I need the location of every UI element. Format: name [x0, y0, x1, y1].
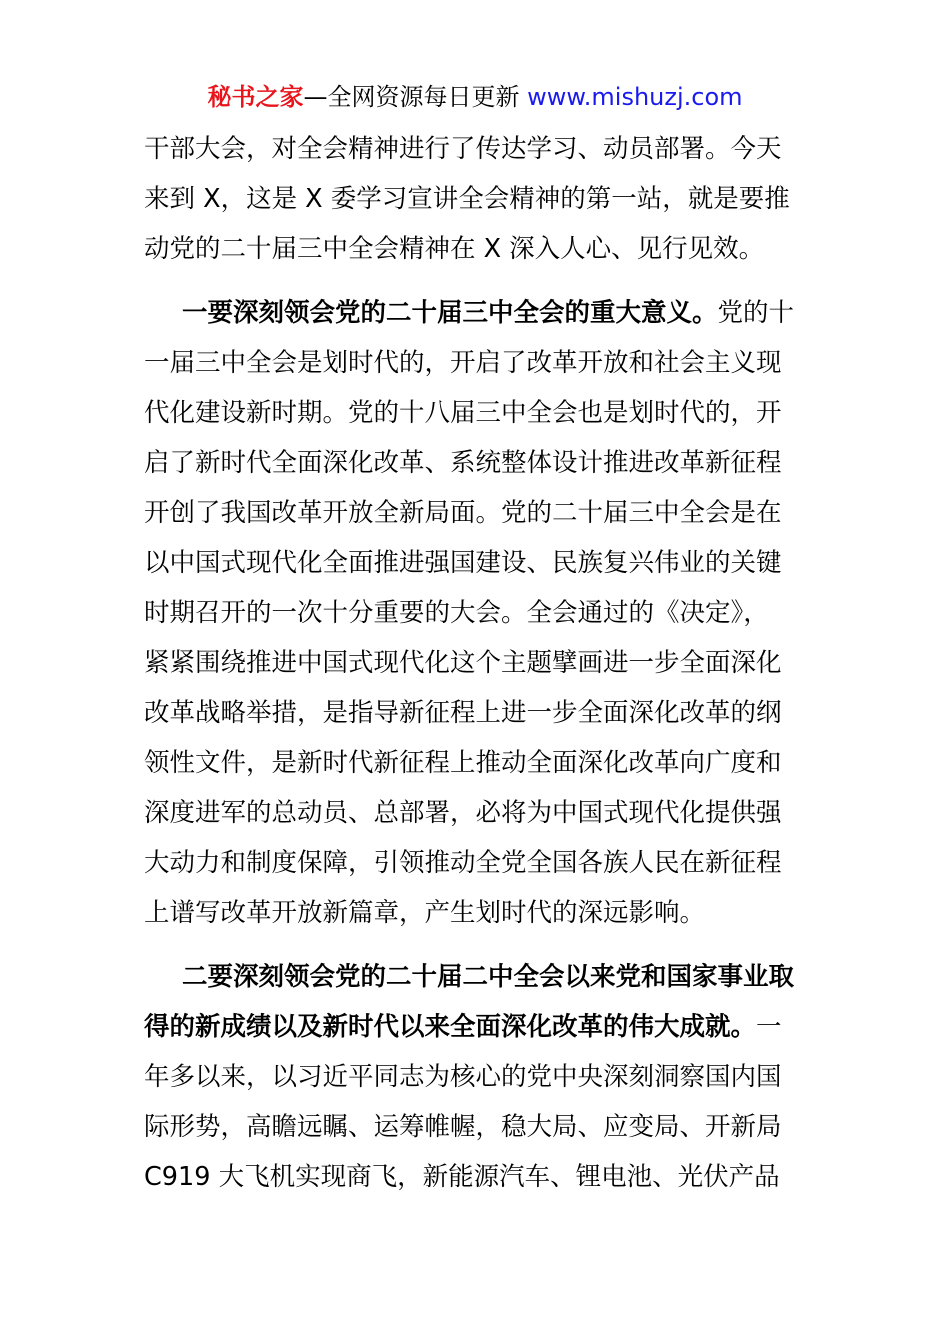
text-line: 际形势，高瞻远瞩、运筹帷幄，稳大局、应变局、开新局	[144, 1112, 782, 1142]
text-line: 来到 X，这是 X 委学习宣讲全会精神的第一站，就是要推	[144, 184, 790, 214]
text-fragment: 一	[756, 1012, 782, 1042]
text-line: 改革战略举措，是指导新征程上进一步全面深化改革的纲	[144, 698, 782, 728]
section-heading: 一要深刻领会党的二十届三中全会的重大意义。	[182, 298, 718, 328]
text-line: 紧紧围绕推进中国式现代化这个主题擘画进一步全面深化	[144, 648, 782, 678]
document-body	[144, 124, 808, 1202]
paragraph-first-line	[144, 288, 808, 338]
text-line: 动党的二十届三中全会精神在 X 深入人心、见行见效。	[144, 234, 765, 264]
brand-name: 秘书之家	[207, 83, 304, 111]
paragraph-1	[144, 124, 808, 274]
text-line: 深度进军的总动员、总部署，必将为中国式现代化提供强	[144, 798, 782, 828]
text-line: 以中国式现代化全面推进强国建设、民族复兴伟业的关键	[144, 548, 782, 578]
text-line: C919 大飞机实现商飞，新能源汽车、锂电池、光伏产品	[144, 1162, 780, 1192]
text-line: 一届三中全会是划时代的，开启了改革开放和社会主义现	[144, 348, 782, 378]
text-fragment: 党的十	[717, 298, 795, 328]
text-line: 开创了我国改革开放全新局面。党的二十届三中全会是在	[144, 498, 782, 528]
text-line: 上谱写改革开放新篇章，产生划时代的深远影响。	[144, 898, 706, 928]
paragraph-3	[144, 952, 808, 1202]
paragraph-heading-line	[144, 1002, 808, 1052]
section-heading-continued: 得的新成绩以及新时代以来全面深化改革的伟大成就。	[144, 1012, 757, 1042]
text-line: 时期召开的一次十分重要的大会。全会通过的《决定》，	[144, 598, 769, 628]
text-line: 大动力和制度保障，引领推动全党全国各族人民在新征程	[144, 848, 782, 878]
text-line: 年多以来，以习近平同志为核心的党中央深刻洞察国内国	[144, 1062, 782, 1092]
text-line: 代化建设新时期。党的十八届三中全会也是划时代的，开	[144, 398, 782, 428]
paragraph-2	[144, 288, 808, 938]
page-header	[0, 82, 950, 112]
section-heading: 二要深刻领会党的二十届二中全会以来党和国家事业取	[182, 962, 795, 992]
site-url[interactable]: www.mishuzj.com	[527, 83, 743, 111]
header-tagline: —全网资源每日更新	[303, 83, 528, 111]
text-line: 启了新时代全面深化改革、系统整体设计推进改革新征程	[144, 448, 782, 478]
text-line: 领性文件，是新时代新征程上推动全面深化改革向广度和	[144, 748, 782, 778]
text-line: 干部大会，对全会精神进行了传达学习、动员部署。今天	[144, 134, 782, 164]
